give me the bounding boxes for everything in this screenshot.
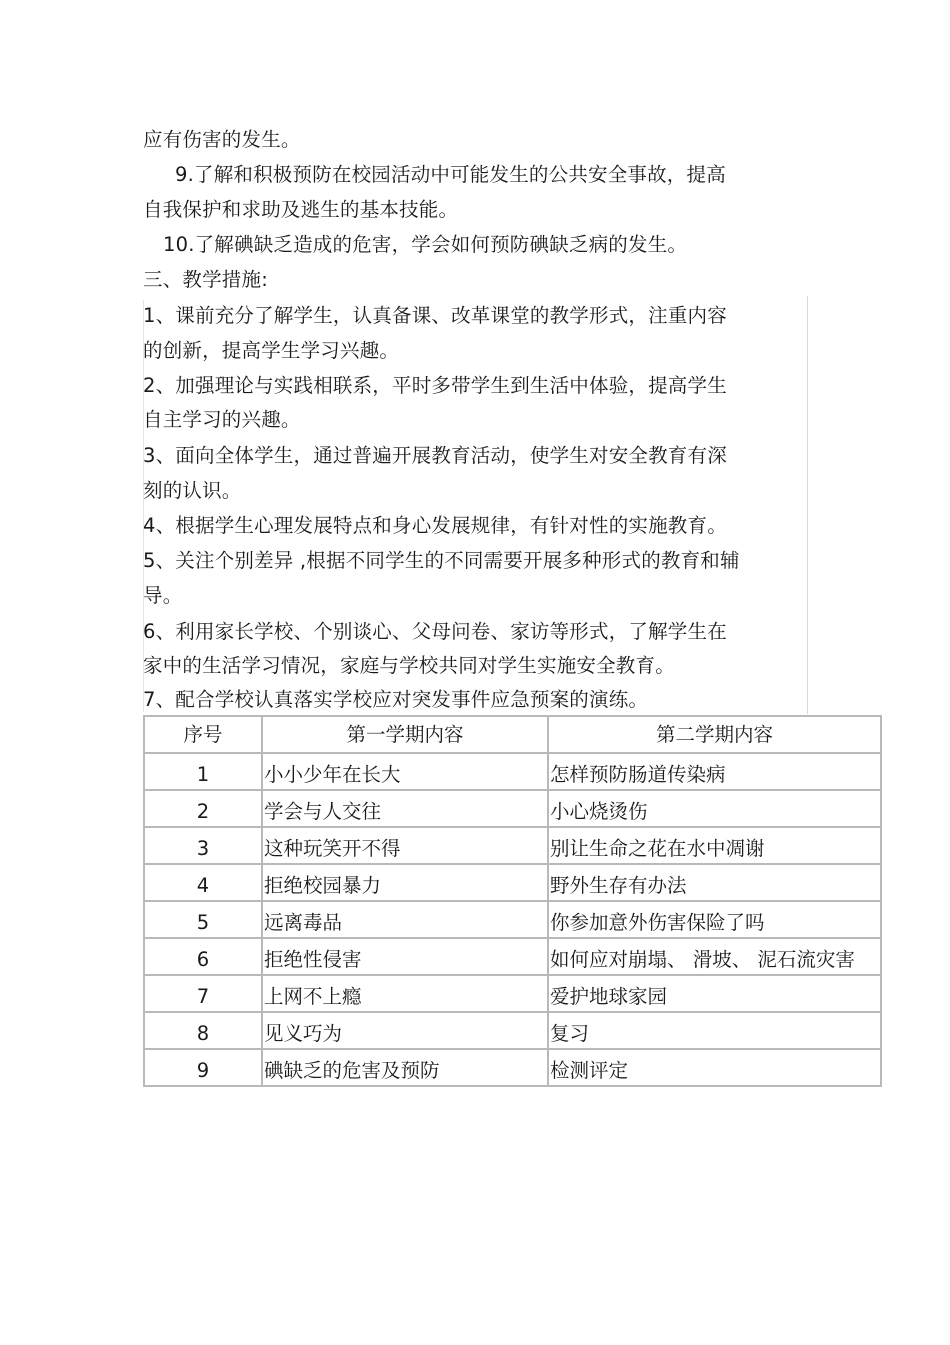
row-index: 3	[144, 827, 262, 864]
row-index: 5	[144, 901, 262, 938]
measure-line: 刻的认识。	[143, 479, 242, 502]
table-row	[144, 790, 881, 827]
row-index: 6	[144, 938, 262, 975]
second-semester-topic: 如何应对崩塌、 滑坡、 泥石流灾害	[548, 938, 881, 975]
measure-line: 7、配合学校认真落实学校应对突发事件应急预案的演练。	[143, 688, 649, 711]
second-semester-topic: 复习	[548, 1012, 881, 1049]
first-semester-topic: 远离毒品	[262, 901, 548, 938]
row-index: 7	[144, 975, 262, 1012]
header-first-semester: 第一学期内容	[262, 716, 548, 753]
section-heading: 三、教学措施:	[143, 268, 268, 291]
measure-line: 5、关注个别差异 ,根据不同学生的不同需要开展多种形式的教育和辅	[143, 549, 740, 572]
row-index: 1	[144, 753, 262, 790]
measure-line: 4、根据学生心理发展特点和身心发展规律，有针对性的实施教育。	[143, 514, 727, 537]
table-row	[144, 864, 881, 901]
first-semester-topic: 这种玩笑开不得	[262, 827, 548, 864]
row-index: 9	[144, 1049, 262, 1086]
first-semester-topic: 小小少年在长大	[262, 753, 548, 790]
row-index: 2	[144, 790, 262, 827]
measure-line: 2、加强理论与实践相联系，平时多带学生到生活中体验，提高学生	[143, 374, 727, 397]
measure-line: 3、面向全体学生，通过普遍开展教育活动，使学生对安全教育有深	[143, 444, 727, 467]
table-row	[144, 753, 881, 790]
measure-line: 1、课前充分了解学生，认真备课、改革课堂的教学形式，注重内容	[143, 304, 727, 327]
row-index: 4	[144, 864, 262, 901]
first-semester-topic: 学会与人交往	[262, 790, 548, 827]
row-index: 8	[144, 1012, 262, 1049]
frame-rule-right	[807, 296, 808, 714]
table-row	[144, 1049, 881, 1086]
paragraph-line: 10.了解碘缺乏造成的危害，学会如何预防碘缺乏病的发生。	[163, 233, 688, 256]
first-semester-topic: 拒绝性侵害	[262, 938, 548, 975]
table-row	[144, 938, 881, 975]
second-semester-topic: 野外生存有办法	[548, 864, 881, 901]
second-semester-topic: 你参加意外伤害保险了吗	[548, 901, 881, 938]
first-semester-topic: 上网不上瘾	[262, 975, 548, 1012]
second-semester-topic: 检测评定	[548, 1049, 881, 1086]
first-semester-topic: 见义巧为	[262, 1012, 548, 1049]
measure-line: 6、利用家长学校、个别谈心、父母问卷、家访等形式，了解学生在	[143, 620, 727, 643]
first-semester-topic: 碘缺乏的危害及预防	[262, 1049, 548, 1086]
measure-line: 家中的生活学习情况，家庭与学校共同对学生实施安全教育。	[143, 654, 675, 677]
table-row	[144, 827, 881, 864]
measure-line: 自主学习的兴趣。	[143, 408, 301, 431]
table-row	[144, 901, 881, 938]
second-semester-topic: 爱护地球家园	[548, 975, 881, 1012]
measure-line: 导。	[143, 584, 183, 607]
paragraph-line: 应有伤害的发生。	[143, 128, 301, 151]
table-row	[144, 1012, 881, 1049]
header-second-semester: 第二学期内容	[548, 716, 881, 753]
measure-line: 的创新，提高学生学习兴趣。	[143, 339, 400, 362]
paragraph-line: 自我保护和求助及逃生的基本技能。	[143, 198, 459, 221]
schedule-table	[143, 715, 882, 1087]
second-semester-topic: 别让生命之花在水中凋谢	[548, 827, 881, 864]
second-semester-topic: 怎样预防肠道传染病	[548, 753, 881, 790]
table-header-row	[144, 716, 881, 753]
table-row	[144, 975, 881, 1012]
first-semester-topic: 拒绝校园暴力	[262, 864, 548, 901]
header-index: 序号	[144, 716, 262, 753]
second-semester-topic: 小心烧烫伤	[548, 790, 881, 827]
paragraph-line: 9.了解和积极预防在校园活动中可能发生的公共安全事故，提高	[175, 163, 726, 186]
